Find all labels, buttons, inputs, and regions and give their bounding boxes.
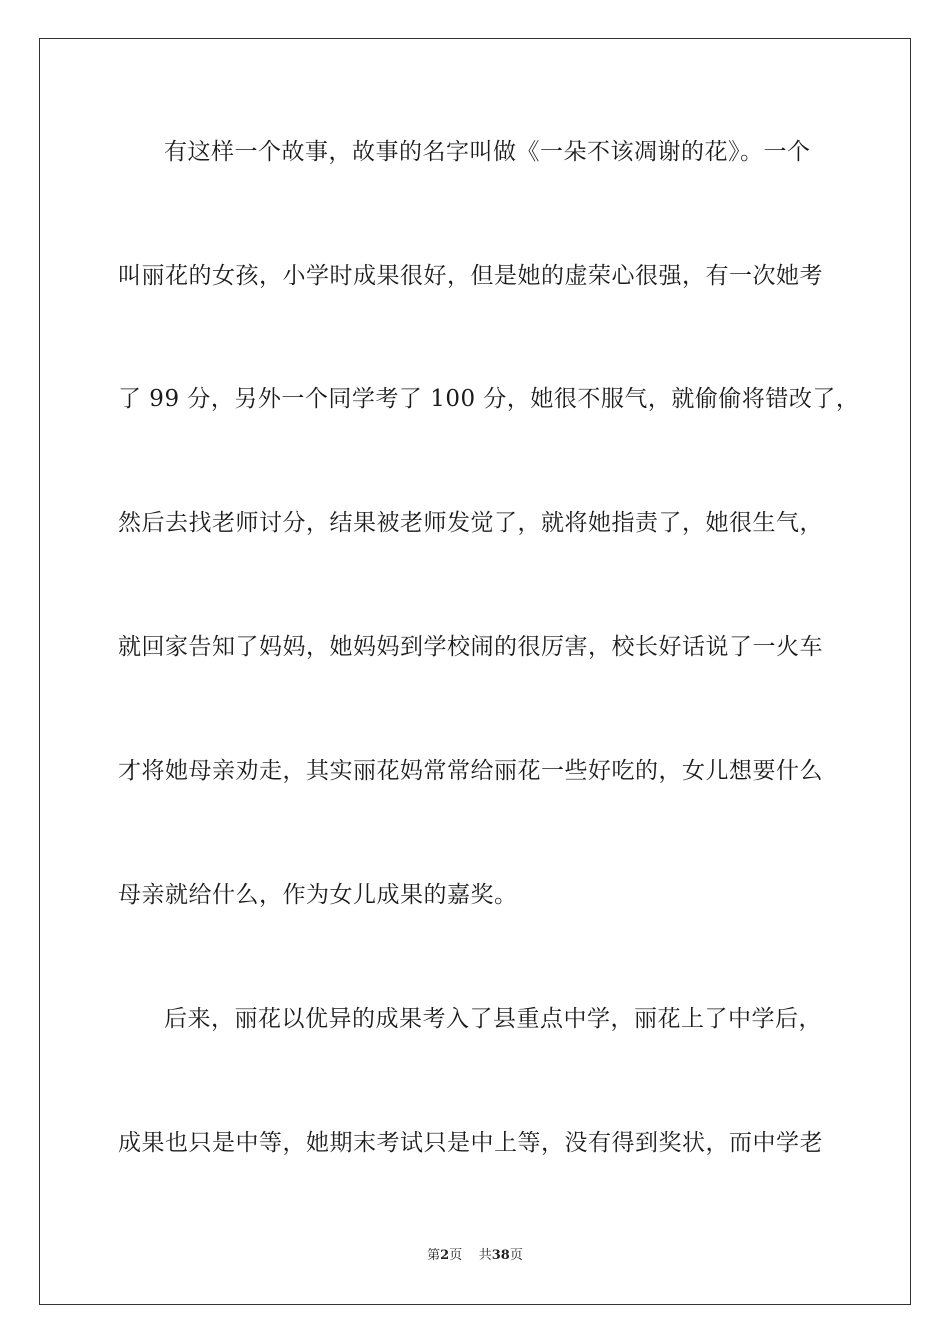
paragraph-1-line-2: 叫丽花的女孩，小学时成果很好，但是她的虚荣心很强，有一次她考 — [118, 263, 823, 289]
footer-page-number: 2 — [440, 1248, 450, 1263]
paragraph-2-line-2: 成果也只是中等，她期末考试只是中上等，没有得到奖状，而中学老 — [118, 1130, 823, 1156]
footer-total-prefix: 共 — [478, 1248, 492, 1263]
paragraph-2-line-1: 后来，丽花以优异的成果考入了县重点中学，丽花上了中学后， — [164, 1006, 822, 1032]
footer-total-suffix: 页 — [509, 1248, 523, 1263]
paragraph-1-line-1: 有这样一个故事，故事的名字叫做《一朵不该凋谢的花》。一个 — [164, 139, 811, 165]
paragraph-1-line-3: 了 99 分，另外一个同学考了 100 分，她很不服气，就偷偷将错改了， — [118, 386, 860, 412]
paragraph-1-line-6: 才将她母亲劝走，其实丽花妈常常给丽花一些好吃的，女儿想要什么 — [118, 758, 823, 784]
paragraph-1-line-5: 就回家告知了妈妈，她妈妈到学校闹的很厉害，校长好话说了一火车 — [118, 634, 823, 660]
footer-total-pages: 38 — [491, 1248, 510, 1263]
paragraph-1-line-7: 母亲就给什么，作为女儿成果的嘉奖。 — [118, 882, 518, 908]
page-footer — [0, 1247, 950, 1265]
footer-page-suffix: 页 — [449, 1248, 463, 1263]
paragraph-1-line-4: 然后去找老师讨分，结果被老师发觉了，就将她指责了，她很生气， — [118, 510, 823, 536]
page-frame — [39, 38, 911, 1305]
footer-prefix: 第 — [427, 1248, 441, 1263]
